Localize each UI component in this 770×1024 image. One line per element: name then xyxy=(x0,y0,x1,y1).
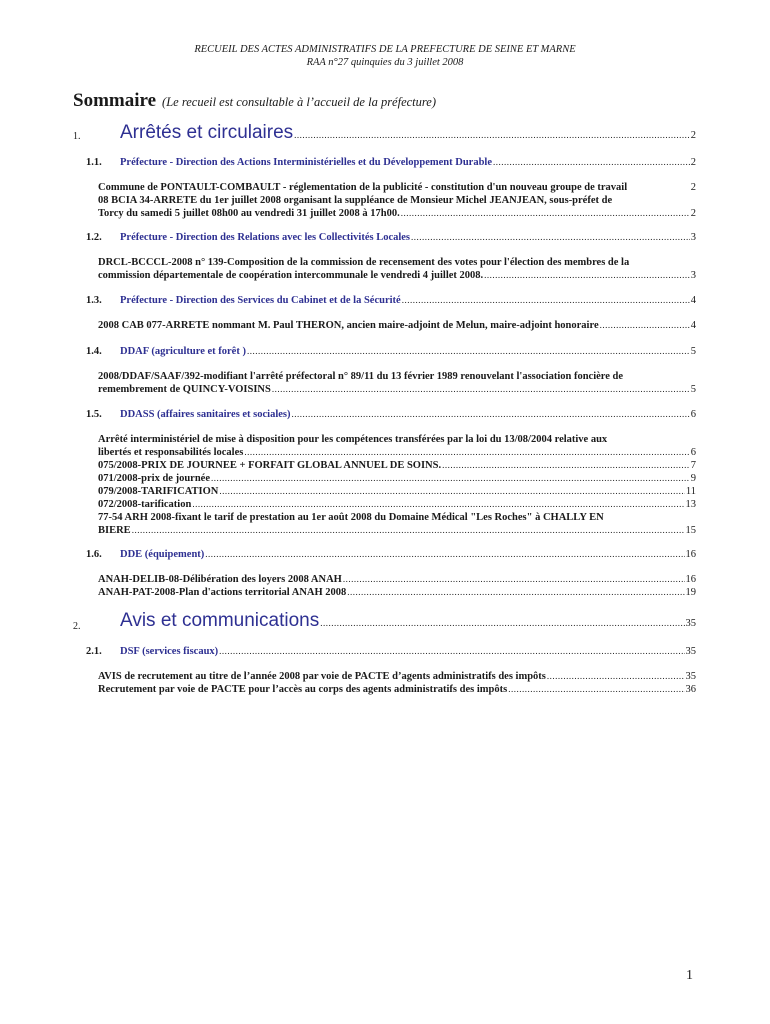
toc-entry-line[interactable] xyxy=(98,208,696,219)
section-link[interactable] xyxy=(120,295,696,306)
section-title: Préfecture - Direction des Actions Interministérielles et du Développement Durable xyxy=(120,157,492,168)
entry-title: Arrêté interministériel de mise à disposition pour les compétences transférées par la loi du 13/08/2004 relative aux xyxy=(98,434,608,445)
chapter-number: 2. xyxy=(73,621,81,632)
dot-leader xyxy=(211,473,690,483)
sommaire-subtitle: (Le recueil est consultable à l’accueil de la préfecture) xyxy=(162,95,437,109)
dot-leader xyxy=(343,574,685,584)
entry-title-cont: libertés et responsabilités locales xyxy=(98,447,244,458)
dot-leader xyxy=(292,409,690,419)
toc-entry-line[interactable] xyxy=(98,195,696,206)
entry-title: ANAH-PAT-2008-Plan d'actions territorial ANAH 2008 xyxy=(98,587,347,598)
page-ref: 2 xyxy=(690,157,696,168)
dot-leader xyxy=(547,671,685,681)
header-line-1: RECUEIL DES ACTES ADMINISTRATIFS DE LA PREFECTURE DE SEINE ET MARNE xyxy=(194,44,576,55)
page-ref: 19 xyxy=(685,587,696,598)
chapter-number: 1. xyxy=(73,131,81,142)
dot-leader xyxy=(247,346,690,356)
dot-leader xyxy=(132,525,685,535)
page-ref: 2 xyxy=(690,208,696,219)
toc-entry-line[interactable] xyxy=(98,434,696,445)
entry-title: 079/2008-TARIFICATION xyxy=(98,486,219,497)
page-ref: 3 xyxy=(690,232,696,243)
toc-entry-line[interactable] xyxy=(98,270,696,281)
section-number: 2.1. xyxy=(86,646,102,657)
entry-title: 77-54 ARH 2008-fixant le tarif de prestation au 1er août 2008 du Domaine Médical "Les Roches" à CHALLY EN xyxy=(98,512,604,523)
toc-entry-line[interactable] xyxy=(98,371,696,382)
dot-leader xyxy=(402,295,690,305)
section-link[interactable] xyxy=(120,549,696,560)
page-ref: 16 xyxy=(685,574,696,585)
page-ref: 3 xyxy=(690,270,696,281)
section-link[interactable] xyxy=(120,646,696,657)
page-ref: 35 xyxy=(685,618,696,629)
section-title: Préfecture - Direction des Relations avec les Collectivités Locales xyxy=(120,232,411,243)
entry-title-cont: remembrement de QUINCY-VOISINS xyxy=(98,384,271,395)
page-ref: 2 xyxy=(690,130,696,141)
entry-title: 075/2008-PRIX DE JOURNEE + FORFAIT GLOBAL ANNUEL DE SOINS. xyxy=(98,460,442,471)
entry-title-cont: BIERE xyxy=(98,525,131,536)
toc-entry[interactable] xyxy=(98,182,696,193)
section-number: 1.6. xyxy=(86,549,102,560)
section-link[interactable] xyxy=(120,232,696,243)
section-number: 1.2. xyxy=(86,232,102,243)
page-ref: 13 xyxy=(685,499,696,510)
toc-entry[interactable] xyxy=(98,499,696,510)
toc-entry-line[interactable] xyxy=(98,447,696,458)
section-title: DDASS (affaires sanitaires et sociales) xyxy=(120,409,291,420)
page-ref: 5 xyxy=(690,346,696,357)
section-link[interactable] xyxy=(120,157,696,168)
section-number: 1.4. xyxy=(86,346,102,357)
chapter-title: Avis et communications xyxy=(120,610,320,631)
dot-leader xyxy=(600,320,690,330)
page-ref: 36 xyxy=(685,684,696,695)
section-title: DDAF (agriculture et forêt ) xyxy=(120,346,246,357)
toc-entry[interactable] xyxy=(98,460,696,471)
section-number: 1.1. xyxy=(86,157,102,168)
entry-title-cont: Torcy du samedi 5 juillet 08h00 au vendredi 31 juillet 2008 à 17h00. xyxy=(98,208,400,219)
toc-entry[interactable] xyxy=(98,320,696,331)
toc-entry[interactable] xyxy=(98,574,696,585)
toc-entry-line[interactable] xyxy=(98,384,696,395)
page-ref: 6 xyxy=(690,447,696,458)
entry-title: 2008/DDAF/SAAF/392-modifiant l'arrêté préfectoral n° 89/11 du 13 février 1989 renouvelant l'association foncière de xyxy=(98,371,624,382)
page-ref: 16 xyxy=(685,549,696,560)
entry-title: DRCL-BCCCL-2008 n° 139-Composition de la commission de recensement des votes pour l'élection des membres de la xyxy=(98,257,630,268)
dot-leader xyxy=(347,587,684,597)
page-ref: 4 xyxy=(690,320,696,331)
toc-entry[interactable] xyxy=(98,671,696,682)
page-ref: 15 xyxy=(685,525,696,536)
dot-leader xyxy=(272,384,690,394)
dot-leader xyxy=(320,618,684,628)
dot-leader xyxy=(294,130,690,140)
entry-title: 08 BCIA 34-ARRETE du 1er juillet 2008 organisant la suppléance de Monsieur Michel JEANJEAN, sous-préfet de xyxy=(98,195,613,206)
page-ref: 35 xyxy=(685,646,696,657)
chapter-title: Arrêtés et circulaires xyxy=(120,122,294,143)
entry-title: 2008 CAB 077-ARRETE nommant M. Paul THERON, ancien maire-adjoint de Melun, maire-adjoint honoraire xyxy=(98,320,599,331)
page-number: 1 xyxy=(686,968,693,983)
sommaire-title: Sommaire xyxy=(73,90,157,111)
section-title: Préfecture - Direction des Services du Cabinet et de la Sécurité xyxy=(120,295,401,306)
page-ref: 7 xyxy=(690,460,696,471)
entry-title: ANAH-DELIB-08-Délibération des loyers 2008 ANAH xyxy=(98,574,342,585)
dot-leader xyxy=(442,460,690,470)
page-ref: 35 xyxy=(685,671,696,682)
dot-leader xyxy=(205,549,684,559)
section-title: DSF (services fiscaux) xyxy=(120,646,219,657)
section-link[interactable] xyxy=(120,409,696,420)
toc-entry[interactable] xyxy=(98,587,696,598)
header-line-2: RAA n°27 quinquies du 3 juillet 2008 xyxy=(306,57,464,68)
toc-entry-line[interactable] xyxy=(98,525,696,536)
entry-title: AVIS de recrutement au titre de l’année 2008 par voie de PACTE d’agents administratifs des impôts xyxy=(98,671,546,682)
dot-leader xyxy=(411,232,690,242)
dot-leader xyxy=(219,486,685,496)
toc-entry[interactable] xyxy=(98,486,696,497)
dot-leader xyxy=(493,157,690,167)
page-ref: 5 xyxy=(690,384,696,395)
section-number: 1.3. xyxy=(86,295,102,306)
dot-leader xyxy=(508,684,684,694)
page-ref: 11 xyxy=(685,486,696,497)
entry-title: Commune de PONTAULT-COMBAULT - réglementation de la publicité - constitution d'un nouveau groupe de travail xyxy=(98,182,628,193)
page-ref: 6 xyxy=(690,409,696,420)
dot-leader xyxy=(401,208,690,218)
toc-entry[interactable] xyxy=(98,684,696,695)
section-title: DDE (équipement) xyxy=(120,549,205,560)
section-number: 1.5. xyxy=(86,409,102,420)
dot-leader xyxy=(244,447,689,457)
section-link[interactable] xyxy=(120,346,696,357)
toc-entry-line[interactable] xyxy=(98,257,696,268)
toc-entry-line[interactable] xyxy=(98,512,696,523)
entry-title: 071/2008-prix de journée xyxy=(98,473,210,484)
dot-leader xyxy=(484,270,690,280)
chapter-link[interactable] xyxy=(120,610,696,632)
sommaire-heading xyxy=(73,90,436,112)
dot-leader xyxy=(192,499,684,509)
toc-entry[interactable] xyxy=(98,473,696,484)
dot-leader xyxy=(219,646,684,656)
entry-title: 072/2008-tarification xyxy=(98,499,192,510)
page-ref: 2 xyxy=(690,182,696,193)
page-ref: 4 xyxy=(690,295,696,306)
entry-title-cont: commission départementale de coopération intercommunale le vendredi 4 juillet 2008. xyxy=(98,270,484,281)
entry-title: Recrutement par voie de PACTE pour l’accès au corps des agents administratifs des impôts xyxy=(98,684,508,695)
page-ref: 9 xyxy=(690,473,696,484)
chapter-link[interactable] xyxy=(120,122,696,144)
